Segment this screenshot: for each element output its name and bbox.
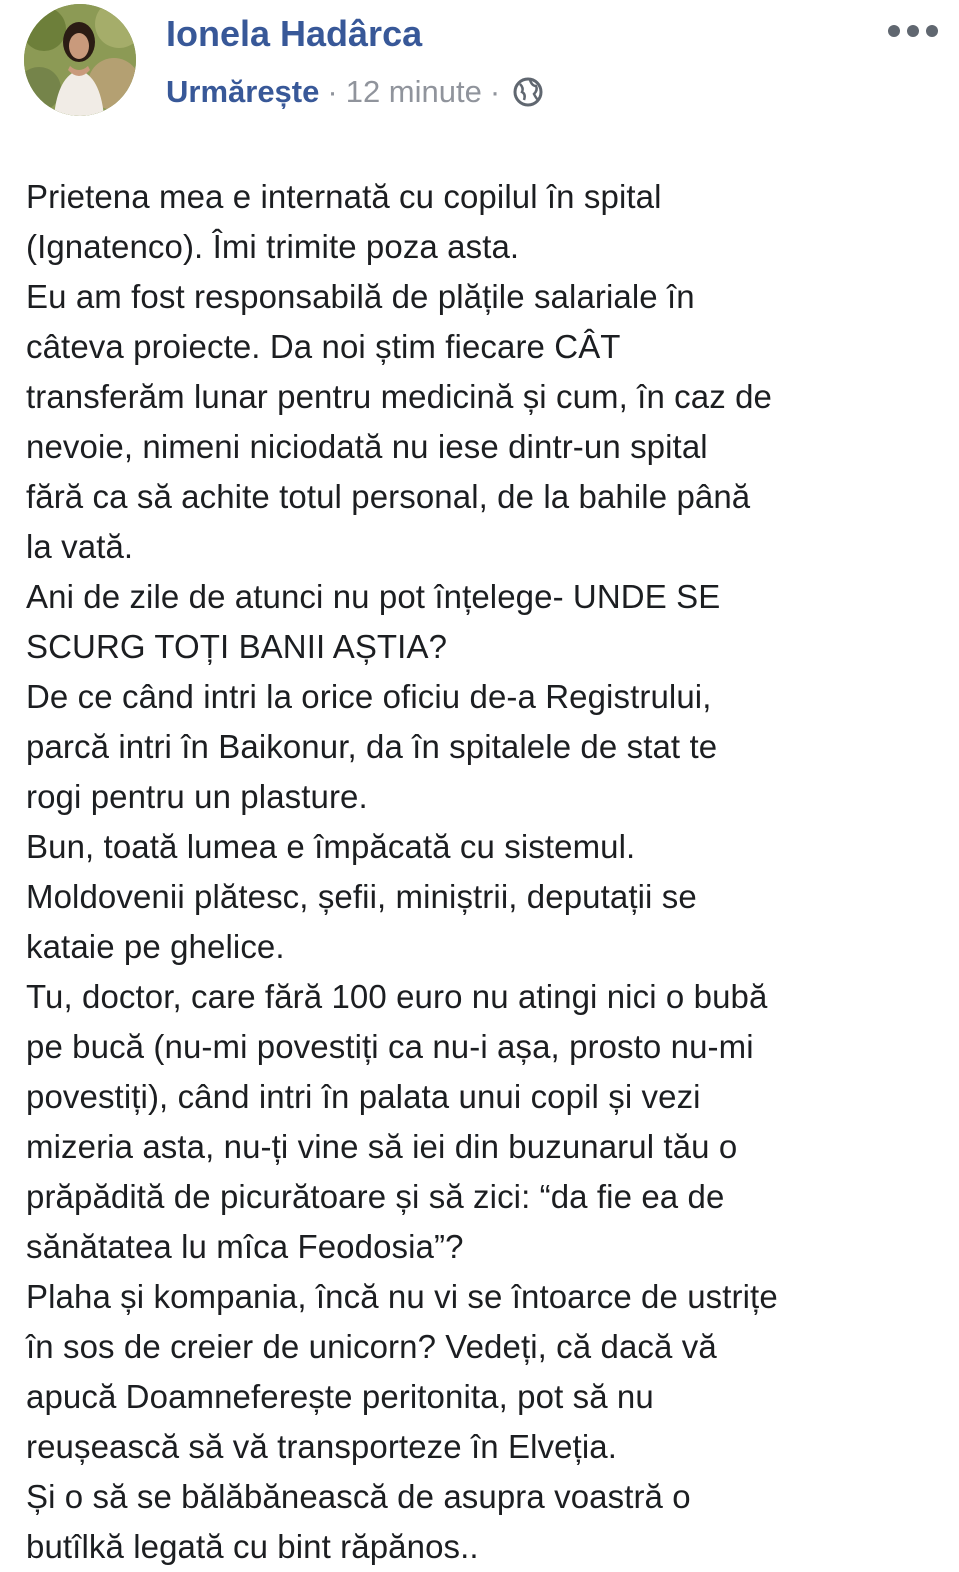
post-text-line: Moldovenii plătesc, șefii, miniștrii, deputații se <box>26 878 697 915</box>
post-text-line: câteva proiecte. Da noi știm fiecare CÂT <box>26 328 621 365</box>
post-text-line: De ce când intri la orice oficiu de-a Registrului, <box>26 678 712 715</box>
dot <box>907 25 919 37</box>
post-text-line: mizeria asta, nu-ți vine să iei din buzunarul tău o <box>26 1128 738 1165</box>
post-text-line: nevoie, nimeni niciodată nu iese dintr-un spital <box>26 428 708 465</box>
post-text-line: parcă intri în Baikonur, da în spitalele de stat te <box>26 728 718 765</box>
post-text-line: sănătatea lu mîca Feodosia”? <box>26 1228 464 1265</box>
meta-separator: · <box>489 74 501 109</box>
post-text-line: Tu, doctor, care fără 100 euro nu atingi nici o bubă <box>26 978 768 1015</box>
post-timestamp[interactable]: 12 minute <box>345 74 482 109</box>
post-text-line: kataie pe ghelice. <box>26 928 285 965</box>
dot <box>888 25 900 37</box>
post-text-line: butîlkă legată cu bint răpănos.. <box>26 1528 479 1565</box>
meta-separator: · <box>327 74 338 109</box>
post-text-line: prăpădită de picurătoare și să zici: “da fie ea de <box>26 1178 725 1215</box>
post-text-line: Bun, toată lumea e împăcată cu sistemul. <box>26 828 636 865</box>
post-text-line: (Ignatenco). Îmi trimite poza asta. <box>26 228 520 265</box>
post-text-line: în sos de creier de unicorn? Vedeți, că dacă vă <box>26 1328 717 1365</box>
follow-link[interactable]: Urmărește <box>166 74 320 109</box>
post-text-line: povestiți), când intri în palata unui copil și vezi <box>26 1078 701 1115</box>
post-text-line: apucă Doamneferește peritonita, pot să nu <box>26 1378 654 1415</box>
post-text-line: SCURG TOȚI BANII AȘTIA? <box>26 628 448 665</box>
dot <box>926 25 938 37</box>
post-text-line: fără ca să achite totul personal, de la bahile până <box>26 478 751 515</box>
post-text-line: transferăm lunar pentru medicină și cum, în caz de <box>26 378 773 415</box>
post-text-line: pe bucă (nu-mi povestiți ca nu-i așa, prosto nu-mi <box>26 1028 754 1065</box>
post-text-line: Eu am fost responsabilă de plățile salariale în <box>26 278 695 315</box>
post-text-line: Ani de zile de atunci nu pot înțelege- UNDE SE <box>26 578 721 615</box>
post-header <box>0 0 959 130</box>
author-avatar[interactable] <box>24 4 136 116</box>
author-name-link[interactable]: Ionela Hadârca <box>166 13 423 54</box>
post-text-line: reușească să vă transporteze în Elveția. <box>26 1428 617 1465</box>
globe-icon[interactable] <box>512 76 544 108</box>
post-text-line: la vată. <box>26 528 134 565</box>
post-body <box>26 172 951 1572</box>
post-meta <box>166 72 544 112</box>
more-options-icon[interactable] <box>888 18 938 44</box>
post-text-line: Prietena mea e internată cu copilul în spital <box>26 178 662 215</box>
post-text-line: rogi pentru un plasture. <box>26 778 368 815</box>
profile-photo-icon <box>24 4 136 116</box>
post-text-line: Plaha și kompania, încă nu vi se întoarce de ustrițe <box>26 1278 778 1315</box>
post-text-line: Și o să se bălăbănească de asupra voastră o <box>26 1478 691 1515</box>
